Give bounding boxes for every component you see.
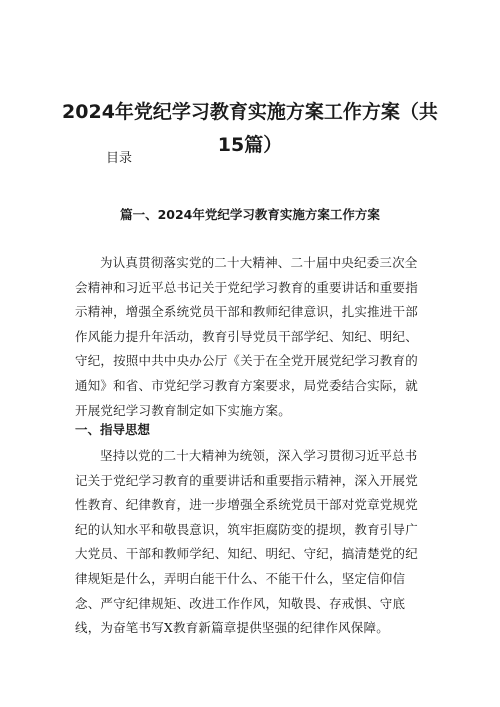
- guiding-ideology-paragraph: 坚持以党的二十大精神为统领，深入学习贯彻习近平总书记关于党纪学习教育的重要讲话和重要指示精神，深入开展党性教育、纪律教育，进一步增强全系统党员干部对党章党规党纪的认知水平和敬畏意识，筑牢拒腐防变的提坝，教育引导广大党员、干部和教师学纪、知纪、明纪、守纪，搞清楚党的纪律规矩是什么，弄明白能干什么、不能干什么，坚定信仰信念、严守纪律规矩、改进工作作风，知敬畏、存戒惧、守底线，为奋笔书写X教育新篇章提供坚强的纪律作风保障。: [75, 448, 418, 636]
- document-title: 2024年党纪学习教育实施方案工作方案（共15篇）: [62, 101, 438, 156]
- section-heading-guiding-ideology: 一、指导思想: [75, 422, 151, 437]
- table-of-contents-label: 目录: [106, 151, 133, 166]
- intro-paragraph: 为认真贯彻落实党的二十大精神、二十届中央纪委三次全会精神和习近平总书记关于党纪学习教育的重要讲话和重要指示精神，增强全系统党员干部和教师纪律意识，扎实推进干部作风能力提升年活动，教育引导党员干部学纪、知纪、明纪、守纪，按照中共中央办公厅《关于在全党开展党纪学习教育的通知》和省、市党纪学习教育方案要求，局党委结合实际，就开展党纪学习教育制定如下实施方案。: [75, 255, 418, 418]
- chapter-heading: 篇一、2024年党纪学习教育实施方案工作方案: [120, 207, 380, 222]
